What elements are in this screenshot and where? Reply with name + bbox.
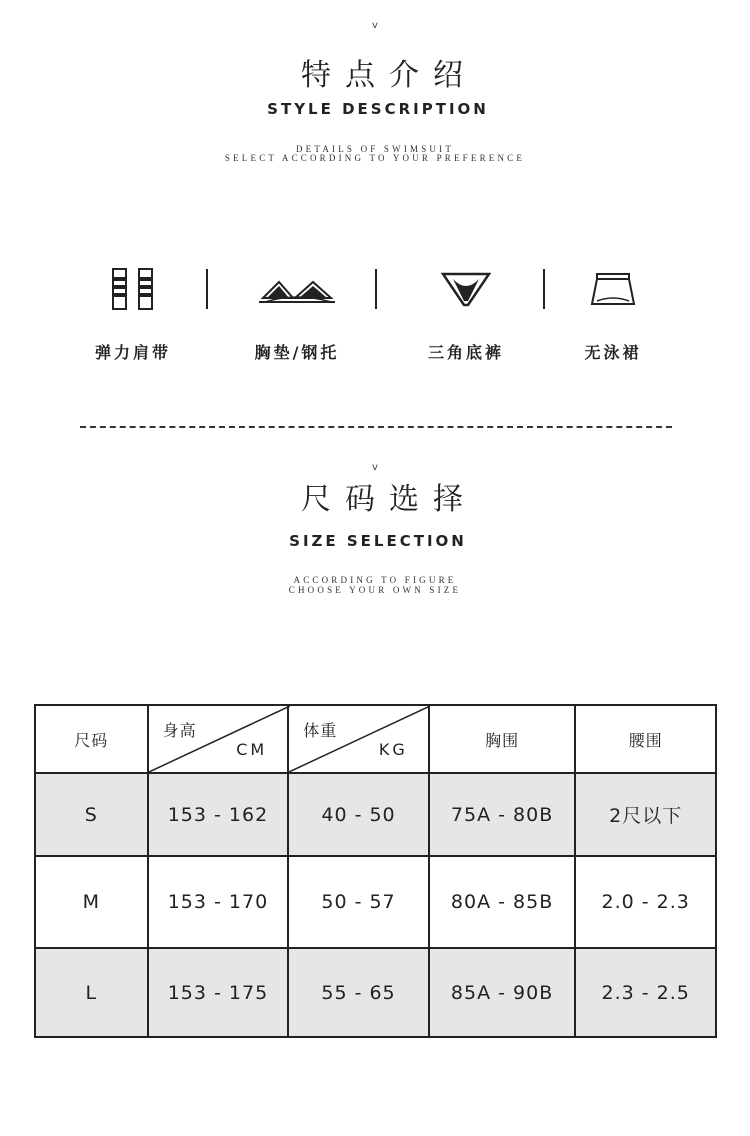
header-size: 尺码	[35, 705, 148, 773]
feature-divider	[375, 269, 377, 309]
table-header-row	[35, 705, 716, 773]
cell-waist: 2.0 - 2.3	[575, 856, 716, 949]
size-title-en: SIZE SELECTION	[289, 532, 467, 550]
no-skirt-icon	[589, 271, 637, 307]
header-height-cell	[148, 705, 289, 773]
feature-divider	[206, 269, 208, 309]
cell-size: M	[35, 856, 148, 949]
header-waist: 腰围	[575, 705, 716, 773]
header-height: 身高	[162, 721, 197, 741]
feature-label-chest-pad: 胸垫/钢托	[254, 343, 340, 362]
table-row	[35, 773, 716, 855]
cell-weight: 55 - 65	[288, 948, 429, 1037]
cell-waist: 2尺以下	[575, 773, 716, 855]
feature-label-shoulder-strap: 弹力肩带	[94, 343, 171, 362]
header-height-unit: CM	[236, 740, 268, 760]
cell-waist: 2.3 - 2.5	[575, 948, 716, 1037]
shoulder-strap-icon	[111, 267, 155, 311]
header-weight-unit: KG	[378, 740, 408, 760]
style-subtitle-1: DETAILS OF SWIMSUIT	[295, 144, 455, 154]
size-table	[34, 704, 717, 1038]
cell-size: S	[35, 773, 148, 855]
cell-bust: 85A - 90B	[429, 948, 576, 1037]
header-weight: 体重	[303, 721, 338, 741]
feature-triangle-briefs	[391, 266, 541, 362]
feature-label-no-skirt: 无泳裙	[584, 343, 642, 362]
size-subtitle-1: ACCORDING TO FIGURE	[293, 575, 457, 585]
cell-weight: 40 - 50	[288, 773, 429, 855]
cell-bust: 75A - 80B	[429, 773, 576, 855]
style-title-zh: 特点介绍	[301, 58, 477, 93]
feature-no-skirt	[538, 266, 688, 362]
size-subtitle-2: CHOOSE YOUR OWN SIZE	[288, 585, 462, 595]
cell-height: 153 - 175	[148, 948, 289, 1037]
cell-height: 153 - 170	[148, 856, 289, 949]
cell-bust: 80A - 85B	[429, 856, 576, 949]
feature-chest-pad	[222, 266, 372, 362]
style-title-en: STYLE DESCRIPTION	[267, 100, 489, 118]
cell-weight: 50 - 57	[288, 856, 429, 949]
size-caret: v	[372, 462, 378, 473]
chest-pad-icon	[257, 272, 337, 306]
table-row	[35, 856, 716, 949]
size-title-zh: 尺码选择	[301, 482, 477, 517]
cell-height: 153 - 162	[148, 773, 289, 855]
style-caret: v	[372, 20, 378, 31]
header-bust: 胸围	[429, 705, 576, 773]
section-divider	[80, 426, 672, 428]
header-weight-cell	[288, 705, 429, 773]
table-row	[35, 948, 716, 1037]
cell-size: L	[35, 948, 148, 1037]
triangle-briefs-icon	[441, 271, 491, 307]
feature-label-triangle-briefs: 三角底裤	[427, 343, 504, 362]
feature-shoulder-strap	[58, 266, 208, 362]
style-subtitle-2: SELECT ACCORDING TO YOUR PREFERENCE	[224, 153, 526, 163]
